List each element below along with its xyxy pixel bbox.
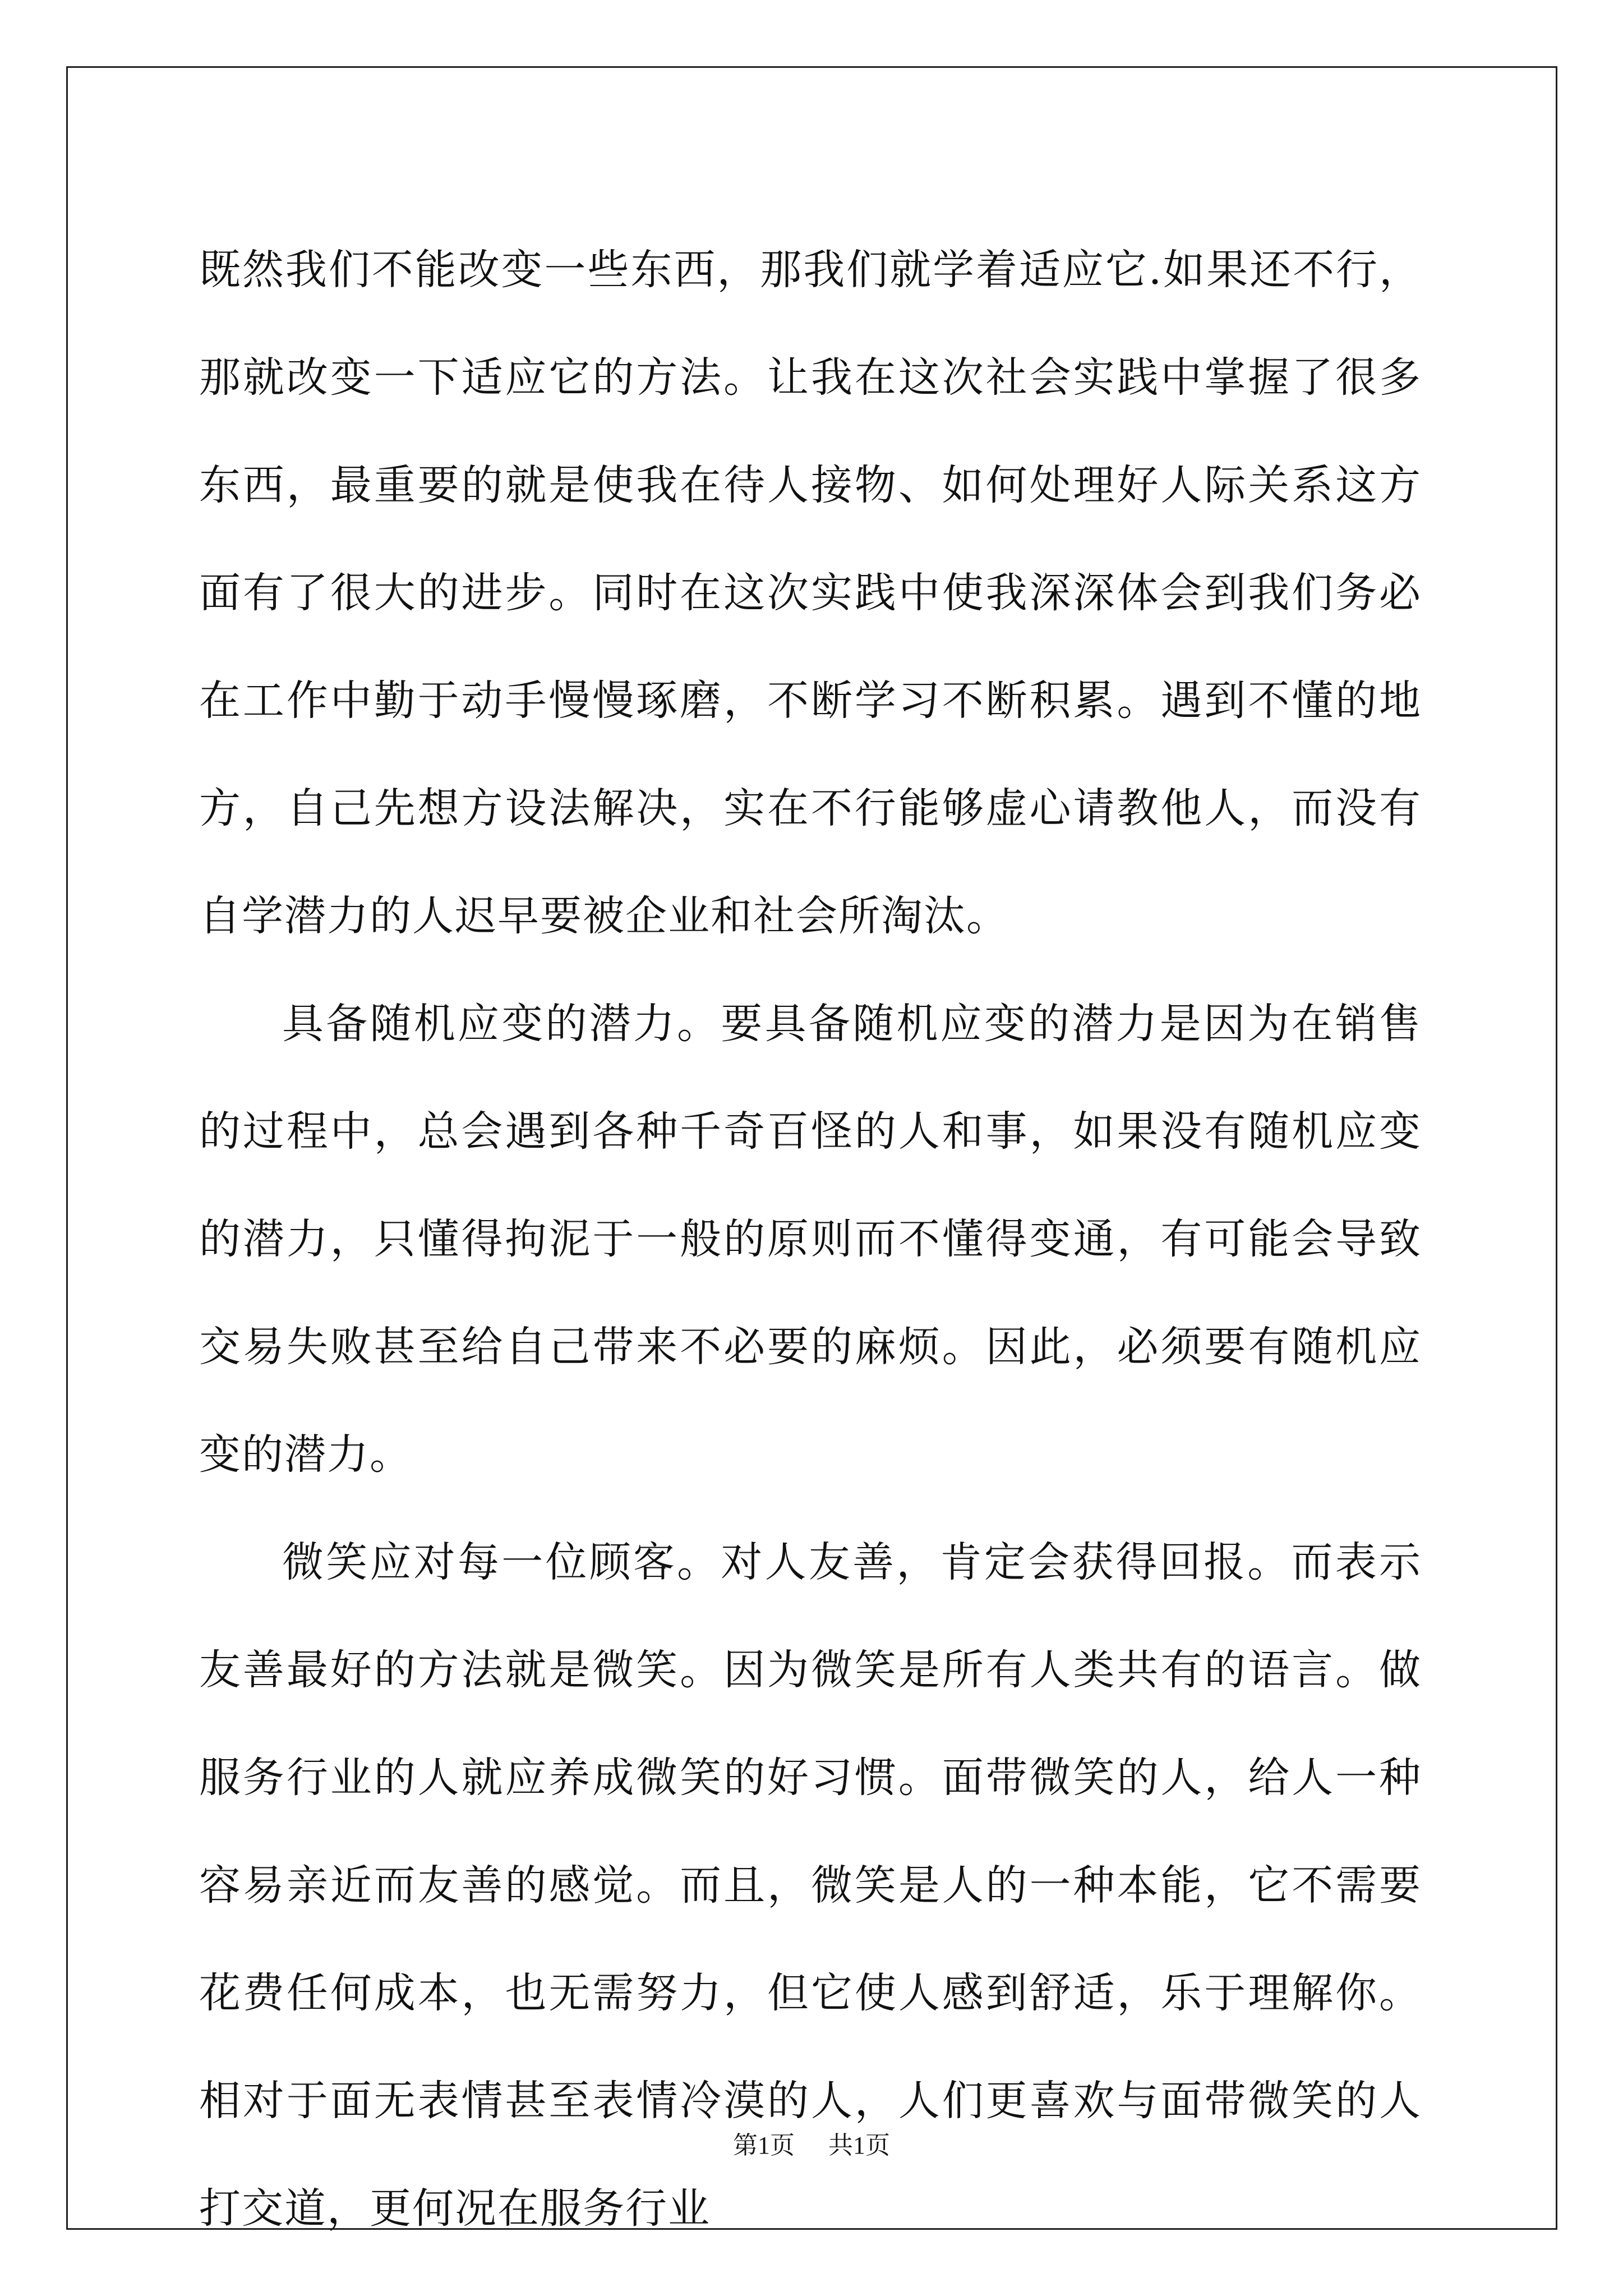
document-body <box>199 216 1422 2262</box>
paragraph-1: 既然我们不能改变一些东西，那我们就学着适应它.如果还不行，那就改变一下适应它的方法。让我在这次社会实践中掌握了很多东西，最重要的就是使我在待人接物、如何处理好人际关系这方面有了很大的进步。同时在这次实践中使我深深体会到我们务必在工作中勤于动手慢慢琢磨，不断学习不断积累。遇到不懂的地方，自己先想方设法解决，实在不行能够虚心请教他人，而没有自学潜力的人迟早要被企业和社会所淘汰。 <box>199 246 1422 940</box>
page-footer <box>0 2125 1623 2161</box>
page-total: 共1页 <box>828 2132 890 2159</box>
paragraph-3: 微笑应对每一位顾客。对人友善，肯定会获得回报。而表示友善最好的方法就是微笑。因为微笑是所有人类共有的语言。做服务行业的人就应养成微笑的好习惯。面带微笑的人，给人一种容易亲近而友善的感觉。而且，微笑是人的一种本能，它不需要花费任何成本，也无需努力，但它使人感到舒适，乐于理解你。相对于面无表情甚至表情冷漠的人，人们更喜欢与面带微笑的人打交道，更何况在服务行业 <box>199 1538 1422 2233</box>
page-number: 第1页 <box>733 2132 795 2159</box>
paragraph-2: 具备随机应变的潜力。要具备随机应变的潜力是因为在销售的过程中，总会遇到各种千奇百怪的人和事，如果没有随机应变的潜力，只懂得拘泥于一般的原则而不懂得变通，有可能会导致交易失败甚至给自己带来不必要的麻烦。因此，必须要有随机应变的潜力。 <box>199 1000 1422 1479</box>
